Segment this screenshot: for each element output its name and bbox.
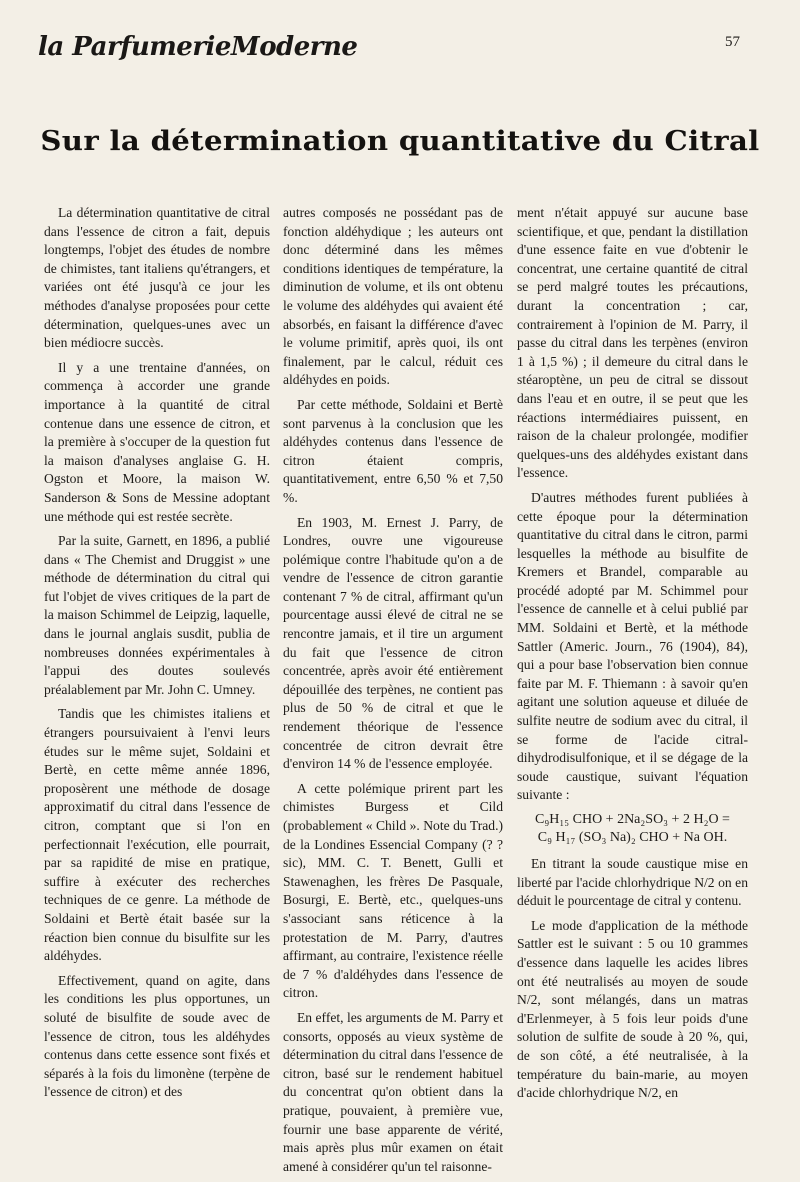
- column-3: [517, 204, 748, 1109]
- masthead-logo: la ParfumerieModerne: [38, 32, 358, 62]
- page-number: 57: [725, 34, 740, 50]
- paragraph: ment n'était appuyé sur aucune base scientifique, et que, pendant la distillation d'une essence faite en vue d'obtenir le concentrat, une certaine quantité de citral se perd malgré toutes les précautions, durant la concentration ; car, contrairement à l'opinion de M. Parry, il passe du citral dans les terpènes (environ 1 à 1,5 %) ; il demeure du citral dans le stéaroptène, un peu de citral se dissout dans l'eau et en outre, il se peut que les réactions intermédiaires puissent, en raison de la chaleur prolongée, modifier quelques-uns des aldéhydes existant dans l'essence.: [517, 205, 748, 481]
- equation-line: C₉H₁₅ CHO + 2Na₂SO₃ + 2 H₂O =: [535, 812, 730, 827]
- paragraph: Effectivement, quand on agite, dans les conditions les plus opportunes, un soluté de bisulfite de soude avec de l'essence de citron, tous les aldéhydes contenus dans cette essence sont fixés et séparés à la fois du limonène (terpène de l'essence de citron) et des: [44, 972, 270, 1100]
- paragraph: A cette polémique prirent part les chimistes Burgess et Cild (probablement « Child ». Note du Trad.) de la Londines Essencial Company (? ? sic), MM. C. T. Benett, Gulli et Stawenaghen, les frères De Pasquale, Bosurgi, E. Bertè, etc., quelques-uns s'associant sans réticence à la protestation de M. Parry, d'autres affirmant, au contraire, l'existence réelle de 7 % d'aldéhydes dans l'essence de citron.: [283, 780, 503, 1001]
- column-1: [44, 204, 270, 1108]
- paragraph: Par cette méthode, Soldaini et Bertè sont parvenus à la conclusion que les aldéhydes contenus dans l'essence de citron étaient compris, quantitativement, entre 6,50 % et 7,50 %.: [283, 396, 503, 505]
- paragraph: autres composés ne possédant pas de fonction aldéhydique ; les auteurs ont donc déterminé dans les mêmes conditions identiques de température, la diminution de volume, et ils ont obtenu le volume des aldéhydes qui avaient été absorbés, en faisant la différence d'avec le volume primitif, après quoi, ils ont finalement, par le calcul, réduit ces aldéhydes en poids.: [283, 205, 503, 388]
- paragraph: En titrant la soude caustique mise en liberté par l'acide chlorhydrique N/2 on en déduit le pourcentage de citral y contenu.: [517, 856, 748, 909]
- chemical-equation: [517, 811, 748, 847]
- paragraph: Tandis que les chimistes italiens et étrangers poursuivaient à l'envi leurs études sur le même sujet, Soldaini et Bertè, en cette même année 1896, proposèrent une méthode de dosage approximatif du citral dans l'essence de citron, comptant que si l'on en perfectionnait l'exécution, elle pourrait, par sa rapidité de mise en pratique, suffire à exécuter des recherches techniques de ce genre. La méthode de Soldaini et Bertè était basée sur la réaction bien connue du bisulfite sur les aldéhydes.: [44, 706, 270, 964]
- paragraph: Par la suite, Garnett, en 1896, a publié dans « The Chemist and Druggist » une méthode de détermination du citral qui fut l'objet de vives critiques de la part de la maison Schimmel de Leipzig, laquelle, dans le journal anglais susdit, publia de nombreuses données expérimentales à l'appui des doutes soulevés préalablement par Mr. John C. Umney.: [44, 533, 270, 697]
- paragraph: Il y a une trentaine d'années, on commença à accorder une grande importance à la quantité de citral contenue dans une essence de citron, et la première à s'occuper de la question fut la maison d'analyses anglaise G. H. Ogston et Moore, la maison W. Sanderson & Sons de Messine adoptant une méthode qui est restée secrète.: [44, 359, 270, 524]
- paragraph: D'autres méthodes furent publiées à cette époque pour la détermination quantitative du citral dans le citron, parmi lesquelles la méthode au bisulfite de Kremers et Brandel, comparable au procédé adopté par M. Schimmel pour l'essence de cannelle et à celui publié par MM. Soldaini et Bertè, et la méthode Sattler (Americ. Journ., 76 (1904), 84), qui a pour base l'observation bien connue faite par M. F. Thiemann : à savoir qu'en agitant une solution aqueuse et diluée de sulfite neutre de sodium avec du citral, il se forme de l'acide citral-dihydrodisulfonique, et il se dégage de la soude caustique, suivant l'équation suivante :: [517, 489, 748, 803]
- paragraph: Le mode d'application de la méthode Sattler est le suivant : 5 ou 10 grammes d'essence dans laquelle les acides libres ont été neutralisés au moyen de soude N/2, sont mélangés, dans un matras d'Erlenmeyer, à 5 fois leur poids d'une solution de sulfite de soude à 20 %, qui, de son côté, a été neutralisée, à la température du bain-marie, au moyen d'acide chlorhydrique N/2, en: [517, 917, 748, 1101]
- equation-line: C₉ H₁₇ (SO₃ Na)₂ CHO + Na OH.: [537, 830, 728, 845]
- paragraph: En 1903, M. Ernest J. Parry, de Londres, ouvre une vigoureuse polémique contre l'habitude qu'on a de vendre de l'essence de citron garantie contenant 7 % de citral, affirmant qu'un pourcentage aussi élevé de citral ne se rencontre jamais, et il tire un argument du fait que l'essence de citron concentrée, après avoir été entièrement dépouillée des terpènes, ne contient pas plus de 50 % de citral et que le rendement théorique de l'essence concentrée de citron devrait être d'environ 14 % de l'essence employée.: [283, 514, 503, 772]
- paragraph: La détermination quantitative de citral dans l'essence de citron a fait, depuis longtemps, l'objet des études de nombre de chimistes, tant italiens qu'étrangers, et variées ont été jusqu'à ce jour les méthodes d'analyse proposées pour cette détermination, quelques-unes avec un bien médiocre succès.: [44, 205, 270, 351]
- article-title: Sur la détermination quantitative du Citral: [40, 126, 760, 157]
- paragraph: En effet, les arguments de M. Parry et consorts, opposés au vieux système de détermination du citral dans l'essence de citron, basé sur le rendement habituel du concentrat qu'on obtient dans la pratique, pouvaient, à première vue, fournir une base apparente de vérité, mais après plus mûr examen on était amené à considérer qu'un tel raisonne-: [283, 1009, 503, 1174]
- column-2: [283, 204, 503, 1182]
